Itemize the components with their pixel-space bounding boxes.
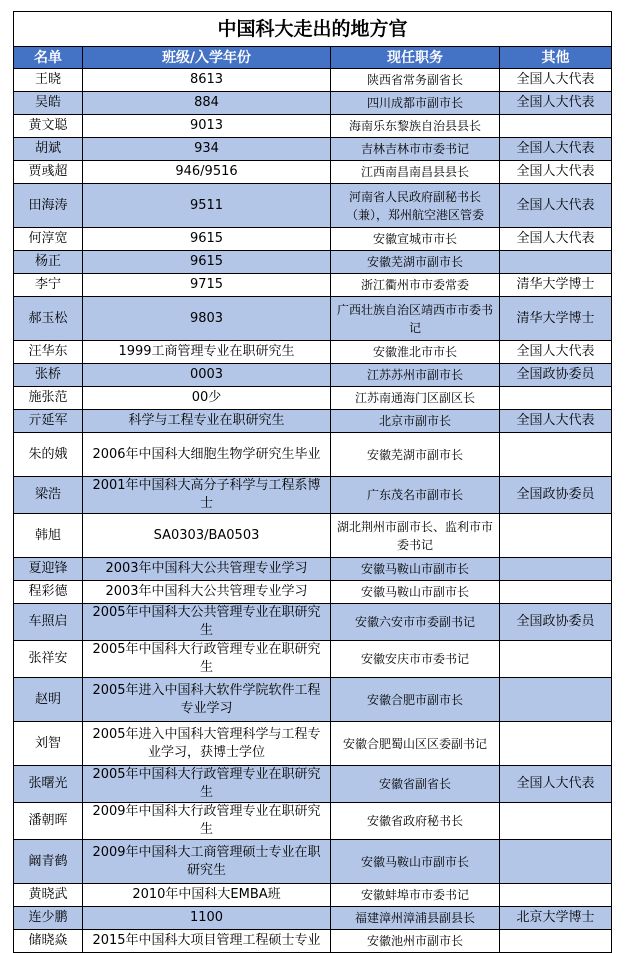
cell-class: 2005年中国科大行政管理专业在职研究生	[83, 641, 331, 678]
table-row	[14, 184, 612, 228]
cell-other: 全国政协委员	[500, 364, 612, 387]
header-name: 名单	[14, 47, 83, 69]
cell-position: 安徽省副省长	[331, 766, 500, 803]
table-row	[14, 297, 612, 341]
cell-class: 2010年中国科大EMBA班	[83, 884, 331, 907]
cell-position: 安徽马鞍山市副市长	[331, 840, 500, 884]
cell-class: 8613	[83, 69, 331, 92]
cell-other	[500, 678, 612, 722]
cell-class: 00少	[83, 387, 331, 410]
cell-class: 2009年中国科大工商管理硕士专业在职研究生	[83, 840, 331, 884]
cell-class: 884	[83, 92, 331, 115]
table-row	[14, 766, 612, 803]
cell-name: 郝玉松	[14, 297, 83, 341]
table-row	[14, 477, 612, 514]
cell-other	[500, 803, 612, 840]
cell-other: 全国人大代表	[500, 341, 612, 364]
cell-name: 亓延军	[14, 410, 83, 433]
cell-other	[500, 115, 612, 138]
table-row	[14, 364, 612, 387]
cell-name: 黄晓武	[14, 884, 83, 907]
cell-name: 贾彧超	[14, 161, 83, 184]
cell-position: 吉林吉林市市委书记	[331, 138, 500, 161]
cell-other	[500, 840, 612, 884]
cell-other	[500, 387, 612, 410]
table-row	[14, 604, 612, 641]
cell-position: 福建漳州漳浦县副县长	[331, 907, 500, 930]
header-class: 班级/入学年份	[83, 47, 331, 69]
table-row	[14, 840, 612, 884]
cell-class: 1999工商管理专业在职研究生	[83, 341, 331, 364]
table-row	[14, 884, 612, 907]
cell-position: 安徽宣城市市长	[331, 228, 500, 251]
cell-position: 江苏南通海门区副区长	[331, 387, 500, 410]
cell-class: 934	[83, 138, 331, 161]
table-row	[14, 907, 612, 930]
cell-other: 全国人大代表	[500, 138, 612, 161]
cell-position: 安徽马鞍山市副市长	[331, 581, 500, 604]
table-row	[14, 514, 612, 558]
cell-name: 汪华东	[14, 341, 83, 364]
cell-class: 2003年中国科大公共管理专业学习	[83, 558, 331, 581]
cell-class: 2009年中国科大行政管理专业在职研究生	[83, 803, 331, 840]
table-row	[14, 930, 612, 953]
cell-position: 安徽安庆市市委书记	[331, 641, 500, 678]
table-row	[14, 115, 612, 138]
cell-class: 2005年进入中国科大管理科学与工程专业学习，获博士学位	[83, 722, 331, 766]
cell-name: 何淳宽	[14, 228, 83, 251]
table-row	[14, 228, 612, 251]
cell-name: 张曙光	[14, 766, 83, 803]
cell-name: 车照启	[14, 604, 83, 641]
cell-class: 2015年中国科大项目管理工程硕士专业	[83, 930, 331, 953]
header-row	[14, 47, 612, 69]
table-row	[14, 803, 612, 840]
table-row	[14, 251, 612, 274]
cell-position: 安徽池州市副市长	[331, 930, 500, 953]
cell-other	[500, 251, 612, 274]
cell-class: 9013	[83, 115, 331, 138]
cell-position: 浙江衢州市市委常委	[331, 274, 500, 297]
cell-name: 潘朝晖	[14, 803, 83, 840]
cell-other: 全国人大代表	[500, 161, 612, 184]
cell-other	[500, 641, 612, 678]
cell-name: 韩旭	[14, 514, 83, 558]
cell-class: 9511	[83, 184, 331, 228]
cell-other: 清华大学博士	[500, 274, 612, 297]
cell-other: 全国人大代表	[500, 410, 612, 433]
table-row	[14, 161, 612, 184]
cell-class: 9615	[83, 228, 331, 251]
cell-name: 施张范	[14, 387, 83, 410]
cell-position: 安徽合肥蜀山区区委副书记	[331, 722, 500, 766]
cell-position: 安徽芜湖市副市长	[331, 433, 500, 477]
officials-table	[13, 11, 612, 953]
cell-position: 江苏苏州市副市长	[331, 364, 500, 387]
table-row	[14, 722, 612, 766]
cell-class: 2005年进入中国科大软件学院软件工程专业学习	[83, 678, 331, 722]
cell-position: 安徽六安市市委副书记	[331, 604, 500, 641]
cell-position: 北京市副市长	[331, 410, 500, 433]
cell-class: 2005年中国科大公共管理专业在职研究生	[83, 604, 331, 641]
cell-name: 刘智	[14, 722, 83, 766]
cell-other	[500, 558, 612, 581]
cell-name: 连少鹏	[14, 907, 83, 930]
header-position: 现任职务	[331, 47, 500, 69]
cell-name: 吴皓	[14, 92, 83, 115]
cell-name: 储晓焱	[14, 930, 83, 953]
cell-class: 1100	[83, 907, 331, 930]
table-row	[14, 678, 612, 722]
table-row	[14, 433, 612, 477]
cell-position: 安徽省政府秘书长	[331, 803, 500, 840]
header-other: 其他	[500, 47, 612, 69]
cell-other	[500, 433, 612, 477]
table-row	[14, 581, 612, 604]
cell-other	[500, 930, 612, 953]
cell-class: 9803	[83, 297, 331, 341]
cell-position: 河南省人民政府副秘书长（兼），郑州航空港区管委	[331, 184, 500, 228]
cell-other: 全国人大代表	[500, 184, 612, 228]
table-row	[14, 641, 612, 678]
cell-position: 广东茂名市副市长	[331, 477, 500, 514]
cell-class: 2006年中国科大细胞生物学研究生毕业	[83, 433, 331, 477]
table-row	[14, 341, 612, 364]
cell-other: 全国人大代表	[500, 92, 612, 115]
cell-position: 四川成都市副市长	[331, 92, 500, 115]
cell-class: 2001年中国科大高分子科学与工程系博士	[83, 477, 331, 514]
cell-name: 胡斌	[14, 138, 83, 161]
table-row	[14, 410, 612, 433]
table-row	[14, 558, 612, 581]
cell-name: 赵明	[14, 678, 83, 722]
cell-name: 李宁	[14, 274, 83, 297]
cell-other	[500, 581, 612, 604]
table-title: 中国科大走出的地方官	[14, 12, 612, 47]
cell-other	[500, 514, 612, 558]
cell-position: 广西壮族自治区靖西市市委书记	[331, 297, 500, 341]
cell-class: 2003年中国科大公共管理专业学习	[83, 581, 331, 604]
cell-class: 0003	[83, 364, 331, 387]
cell-name: 张桥	[14, 364, 83, 387]
cell-class: 946/9516	[83, 161, 331, 184]
cell-position: 安徽马鞍山市副市长	[331, 558, 500, 581]
cell-other: 全国人大代表	[500, 766, 612, 803]
cell-name: 杨正	[14, 251, 83, 274]
cell-position: 安徽蚌埠市市委书记	[331, 884, 500, 907]
cell-class: 9715	[83, 274, 331, 297]
table-row	[14, 138, 612, 161]
cell-name: 梁浩	[14, 477, 83, 514]
cell-other	[500, 722, 612, 766]
cell-name: 程彩德	[14, 581, 83, 604]
cell-name: 黄文聪	[14, 115, 83, 138]
cell-other: 全国人大代表	[500, 69, 612, 92]
table-row	[14, 69, 612, 92]
cell-other: 北京大学博士	[500, 907, 612, 930]
cell-name: 张祥安	[14, 641, 83, 678]
cell-position: 安徽芜湖市副市长	[331, 251, 500, 274]
cell-class: 2005年中国科大行政管理专业在职研究生	[83, 766, 331, 803]
table-row	[14, 274, 612, 297]
cell-class: 科学与工程专业在职研究生	[83, 410, 331, 433]
table-body	[14, 69, 612, 953]
cell-class: 9615	[83, 251, 331, 274]
cell-name: 田海涛	[14, 184, 83, 228]
officials-table-container	[13, 11, 611, 953]
cell-position: 湖北荆州市副市长、监利市市委书记	[331, 514, 500, 558]
cell-position: 海南乐东黎族自治县县长	[331, 115, 500, 138]
cell-position: 江西南昌南昌县县长	[331, 161, 500, 184]
cell-other	[500, 884, 612, 907]
cell-position: 安徽淮北市市长	[331, 341, 500, 364]
cell-position: 安徽合肥市副市长	[331, 678, 500, 722]
cell-other: 全国政协委员	[500, 477, 612, 514]
cell-other: 清华大学博士	[500, 297, 612, 341]
cell-name: 王晓	[14, 69, 83, 92]
table-row	[14, 92, 612, 115]
cell-other: 全国政协委员	[500, 604, 612, 641]
cell-position: 陕西省常务副省长	[331, 69, 500, 92]
cell-name: 阚青鹤	[14, 840, 83, 884]
cell-class: SA0303/BA0503	[83, 514, 331, 558]
table-row	[14, 387, 612, 410]
cell-name: 朱的娥	[14, 433, 83, 477]
cell-name: 夏迎锋	[14, 558, 83, 581]
cell-other: 全国人大代表	[500, 228, 612, 251]
